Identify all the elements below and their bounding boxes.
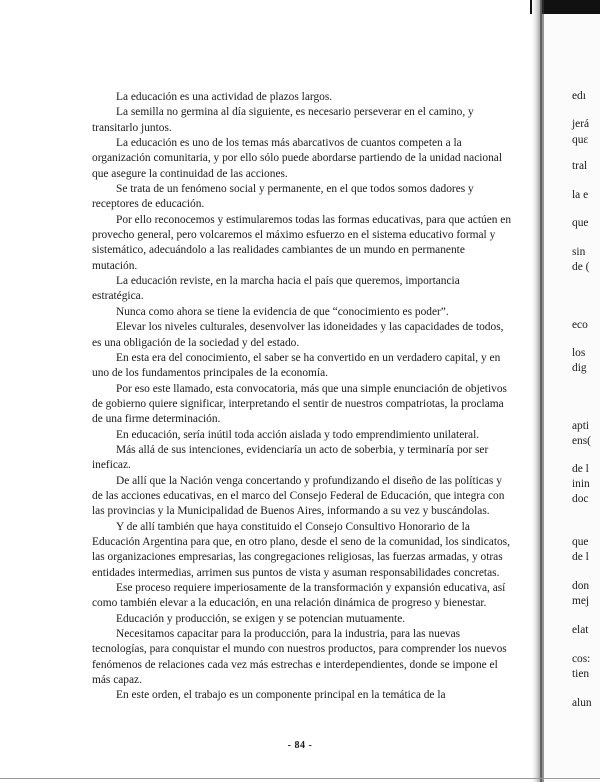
facing-page-fragment: de l [572,463,589,475]
paragraph: Por eso este llamado, esta convocatoria, más que una simple enunciación de objetivos de gobierno quiere significar, interpretando el sentir de nuestros compatriotas, la proclama de una firme determinación. [92,382,507,426]
paragraph: Necesitamos capacitar para la producción, para la industria, para las nuevas tecnologías, para conquistar el mundo con nuestros productos, para comprender los nuevos fenómenos de relaciones cada vez más estrechas e interdependientes, donde se impone el más capaz. [92,628,507,687]
paragraph: De allí que la Nación venga concertando y profundizando el diseño de las políticas y de las acciones educativas, en el marco del Consejo Federal de Educación, que integra con las provincias y la Municipalidad de Buenos Aires, informando a su vez y buscándolas. [92,474,505,518]
paragraph: La educación reviste, en la marcha hacia el país que queremos, importancia estratégica. [92,275,460,303]
paragraph: Se trata de un fenómeno social y permanente, en el que todos somos dadores y receptores de educación. [92,183,474,211]
facing-page-fragment: mej [572,595,590,607]
paragraph: La educación es una actividad de plazos largos. [116,91,333,103]
facing-page [544,14,600,782]
page-number: - 84 - [287,740,313,751]
facing-page-fragment: la e [572,189,589,201]
facing-page-fragment: don [572,580,590,592]
facing-page-fragment: que [572,536,589,548]
facing-page-fragment: eco [572,319,588,331]
facing-page-fragment: los [572,347,586,359]
paragraph: Nunca como ahora se tiene la evidencia de que “conocimiento es poder”. [116,305,449,318]
paragraph: En educación, sería inútil toda acción aislada y todo emprendimiento unilateral. [116,428,480,441]
facing-page-fragment: inin [572,478,590,490]
facing-page-fragment: elat [572,624,589,636]
facing-page-fragment: ens( [572,435,591,447]
facing-page-fragment: dig [572,362,587,374]
facing-page-fragment: doc [572,493,589,505]
paragraph: Y de allí también que haya constituido el Consejo Consultivo Honorario de la Educación Argentina para que, en otro plano, desde el seno de la comunidad, los sindicatos, las organizaciones empresarias, las congregaciones religiosas, las fuerzas armadas, y otras entidades intermedias, arrimen sus puntos de vista y asuman responsabilidades concretas. [92,520,510,579]
facing-page-fragment: de l [572,551,589,563]
paragraph: Educación y producción, se exigen y se potencian mutuamente. [116,612,406,625]
facing-page-fragment: alun [572,697,592,709]
paragraph: Por ello reconocemos y estimularemos todas las formas educativas, para que actúen en provecho general, pero volcaremos el máximo esfuerzo en el sistema educativo formal y sistemático, adecuándolo a las realidades cambiantes de un mundo en permanente mutación. [92,213,512,272]
facing-page-fragment: tien [572,668,590,680]
paragraph: Ese proceso requiere imperiosamente de la transformación y expansión educativa, así como también elevar a la educación, en una relación dinámica de progreso y bienestar. [92,582,506,610]
paragraph: Elevar los niveles culturales, desenvolver las idoneidades y las capacidades de todos, es una obligación de la sociedad y del estado. [92,321,504,349]
facing-page-fragment: cos: [572,653,591,665]
facing-page-fragment: jerá [572,118,590,130]
paragraph: La semilla no germina al día siguiente, es necesario perseverar en el camino, y transitarlo juntos. [92,106,474,134]
facing-page-fragment: sin [572,246,586,258]
facing-page-fragment: quε [572,134,589,146]
paragraph: En este orden, el trabajo es un componente principal en la temática de la [116,689,446,702]
scan-bottom-edge [0,778,600,779]
paragraph: Más allá de sus intenciones, evidenciaría un acto de soberbia, y terminaría por ser ineficaz. [92,443,489,472]
facing-page-fragment: apti [572,420,590,432]
body-text [92,90,512,704]
paragraph: La educación es uno de los temas más abarcativos de cuantos competen a la organización comunitaria, y por ello sólo puede abordarse partiendo de la unidad nacional que asegure la continuidad de las acciones. [92,137,503,180]
paragraph: En esta era del conocimiento, el saber se ha convertido en un verdadero capital, y en uno de los fundamentos principales de la economía. [92,351,501,380]
facing-page-fragment: edı [572,90,586,102]
facing-page-fragment: que [572,217,589,229]
facing-page-fragment: de ( [572,261,590,273]
facing-page-fragment: tral [572,160,588,172]
